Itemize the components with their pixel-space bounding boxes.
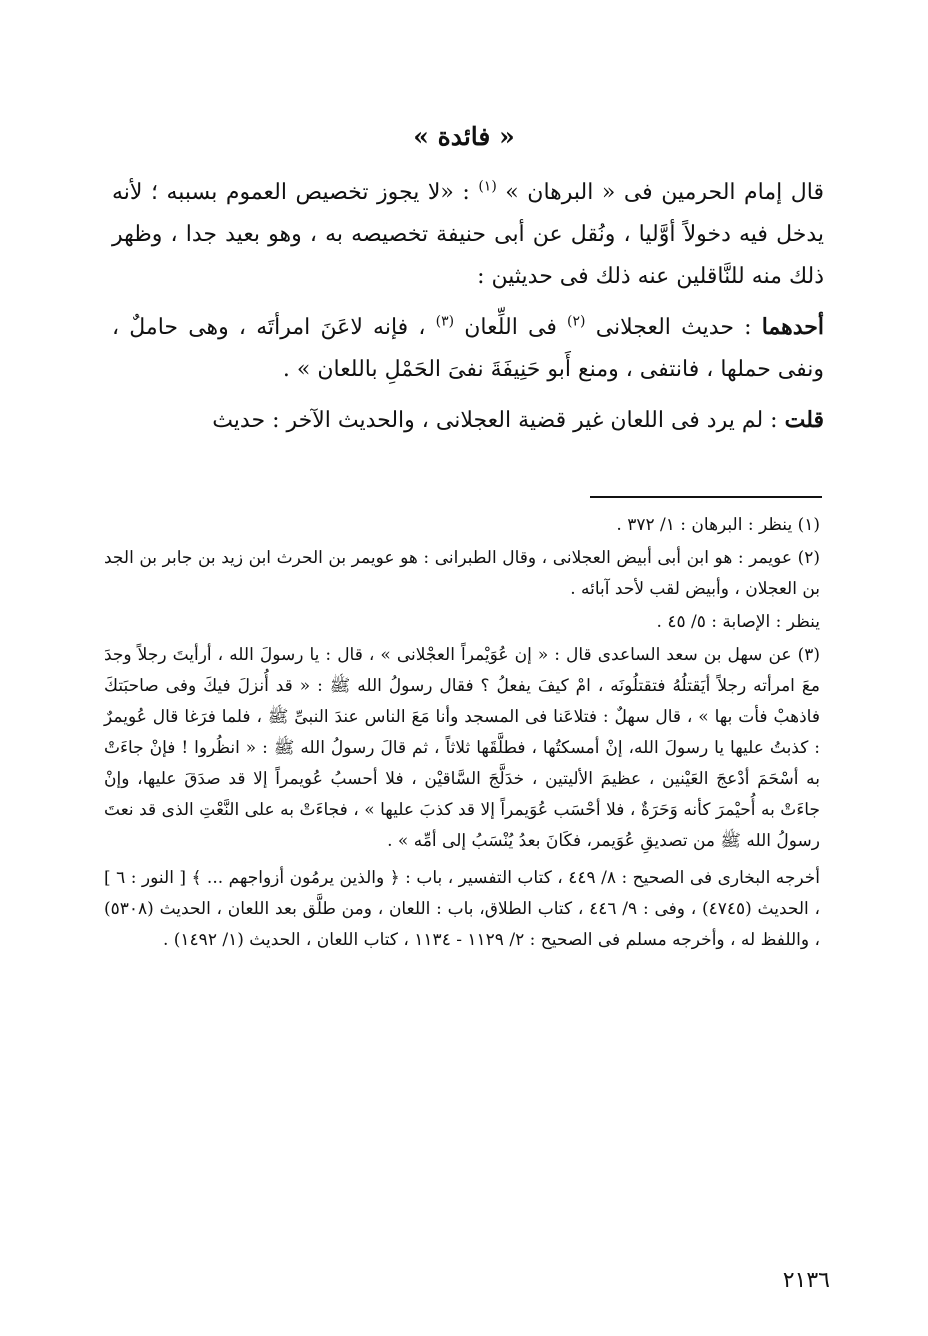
paragraph-3-lead: قلت — [784, 407, 824, 433]
footnote-2-source: ينظر : الإصابة : ٥/ ٤٥ . — [656, 612, 820, 632]
main-text — [112, 172, 824, 442]
paragraph-2 — [112, 306, 824, 391]
page-title: « فائدة » — [413, 122, 515, 151]
footnote-separator — [590, 496, 822, 498]
paragraph-2-text-b: فى اللِّعان — [454, 315, 568, 340]
paragraph-1-text-a: قال إمام الحرمين فى « البرهان » — [496, 180, 825, 205]
paragraph-3-text: : لم يرد فى اللعان غير قضية العجلانى ، والحديث الآخر : حديث — [212, 408, 785, 433]
footnote-ref-3: (٣) — [435, 313, 455, 330]
footnote-1: (١) ينظر : البرهان : ١/ ٣٧٢ . — [616, 515, 820, 535]
paragraph-1-text-b: : «لا يجوز تخصيص العموم بسببه ؛ لأنه يدخل فيه دخولاً أوَّليا ، ونُقل عن أبى حنيفة تخصيصه به ، وهو بعيد جدا ، وظهر ذلك منه للنَّاقلين عنه ذلك فى حديثين : — [112, 180, 824, 289]
paragraph-2-lead: أحدهما — [761, 314, 825, 340]
footnote-3: (٣) عن سهل بن سعد الساعدى قال : « إن عُوَيْمراً العجْلانى » ، قال : يا رسولَ الله ، أرأيتَ رجلاً وجدَ معَ امرأته رجلاً أيَقتلُهُ فتقتلُونَه ، امْ كيفَ يفعلُ ؟ فقال رسولُ الله ﷺ : « قد أُنزلَ فيكَ وفى صاحبَتكَ فاذهبْ فأت بها » ، قال سهلٌ : فتلاعَنا فى المسجد وأنا مَعَ الناس عندَ النبىِّ ﷺ ، فلما فرَغا قال عُويمرٌ : كذبتُ عليها يا رسولَ الله، إنْ أمسكتُها ، فطلَّقَها ثلاثاً ، ثم قالَ رسولُ الله ﷺ : « انظُروا ! فإنْ جاءَتْ به أسْحَمَ أدْعجَ العَيْنين ، عظيمَ الأليتين ، خدَلَّجَ السَّاقيْن ، فلا أحسبُ عُويمراً إلا قد صدَقَ عليها، وإنْ جاءَتْ به أُحيْمرَ كأنه وَحَرَةٌ ، فلا أحْسَب عُوَيمراً إلا قد كذبَ عليها » ، فجاءَتْ به على النَّعْتِ الذى قد نعتَ رسولُ الله ﷺ من تصديقِ عُوَيمر، فكَانَ بعدُ يُنْسَبُ إلى أمِّه » . — [104, 645, 821, 851]
paragraph-2-text-c: ، فإنه لاعَنَ امرأتَه ، وهى حاملٌ ، ونفى حملها ، فانتفى ، ومنع أَبو حَنِيفَةَ نفىَ الحَمْلِ باللعان » . — [112, 315, 824, 382]
paragraph-3 — [112, 399, 824, 442]
footnotes — [104, 510, 820, 956]
paragraph-1 — [112, 172, 824, 298]
footnote-ref-2: (٢) — [567, 313, 586, 330]
page-number: ٢١٣٦ — [782, 1268, 830, 1293]
footnote-3-takhrij: أخرجه البخارى فى الصحيح : ٨/ ٤٤٩ ، كتاب التفسير ، باب : ﴿ والذين يرمُون أزواجهم ... ﴾ [ النور : ٦ ] ، الحديث (٤٧٤٥) ، وفى : ٩/ ٤٤٦ ، كتاب الطلاق، باب : اللعان ، ومن طلَّق بعد اللعان ، الحديث (٥٣٠٨) ، واللفظ له ، وأخرجه مسلم فى الصحيح : ٢/ ١١٢٩ - ١١٣٤ ، كتاب اللعان ، الحديث (١/ ١٤٩٢) . — [104, 868, 821, 950]
footnote-2: (٢) عويمر : هو ابن أبى أبيض العجلانى ، وقال الطبرانى : هو عويمر بن الحرث ابن زيد بن جابر بن الجد بن العجلان ، وأبيض لقب لأحد آبائه . — [104, 548, 820, 599]
paragraph-2-text-a: : حديث العجلانى — [585, 315, 762, 340]
footnote-ref-1: (١) — [478, 178, 497, 195]
